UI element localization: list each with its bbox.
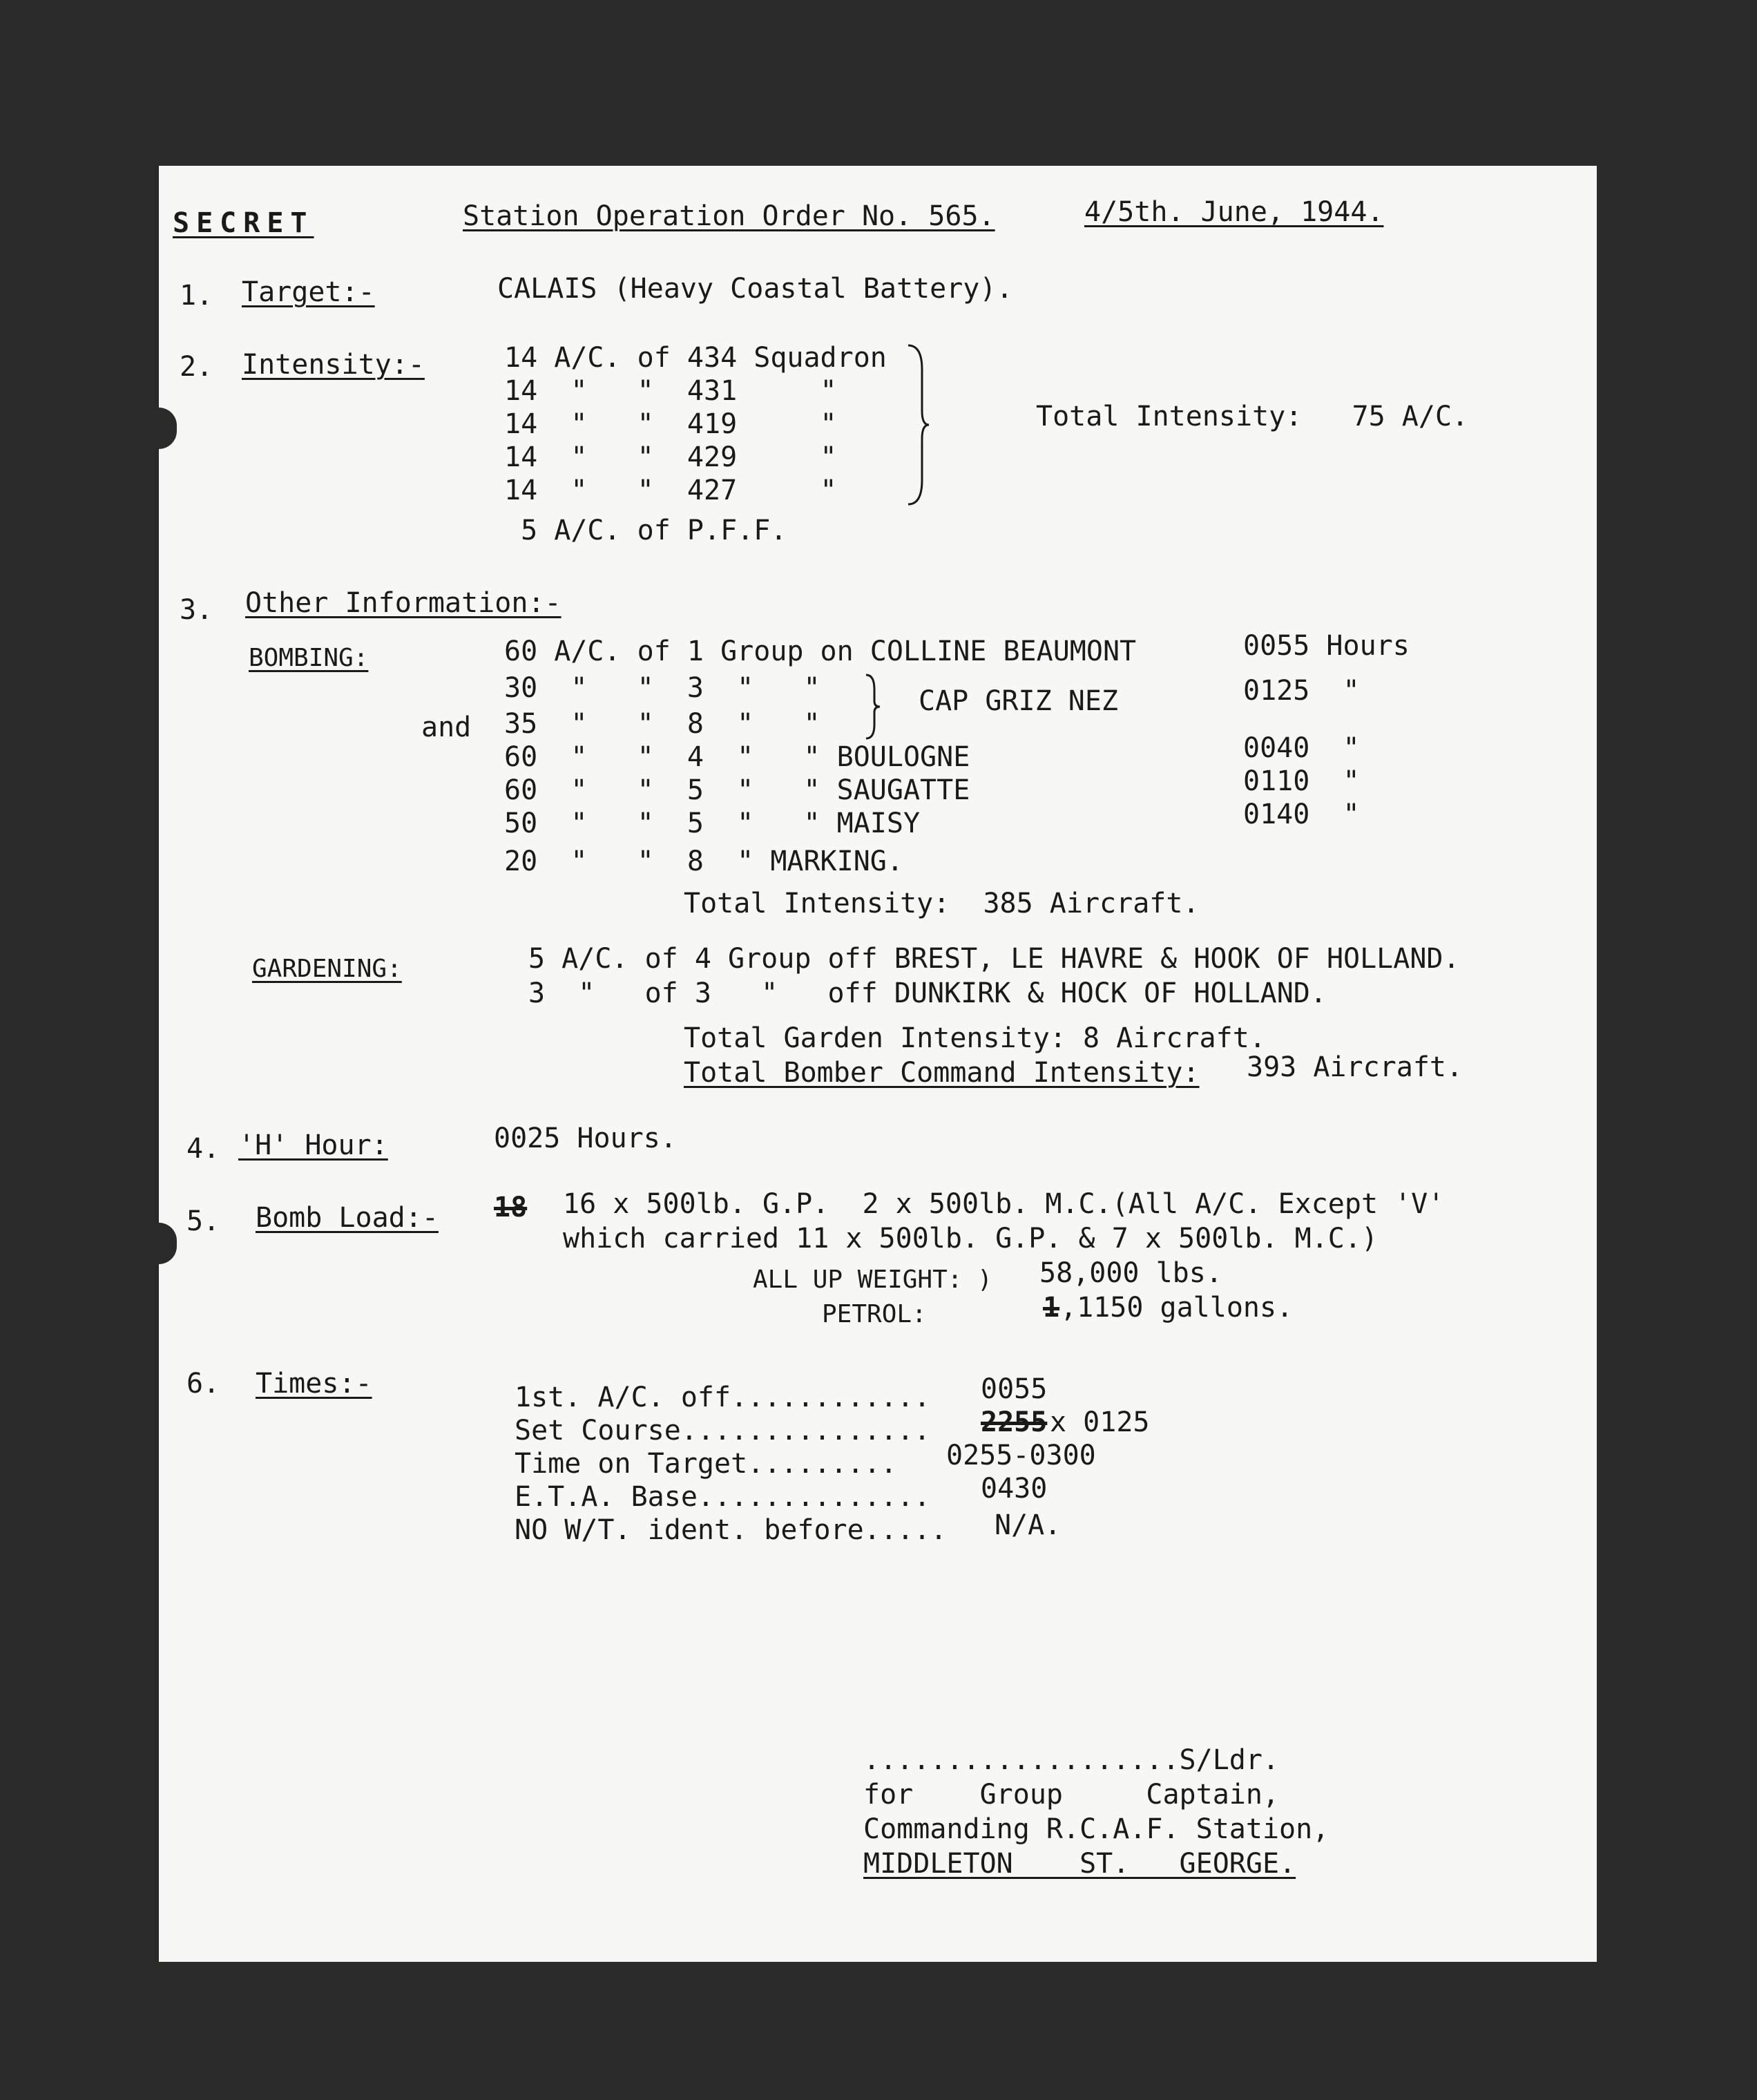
bombing-total: Total Intensity: 385 Aircraft. (684, 888, 1200, 919)
petrol-label: PETROL: (822, 1300, 927, 1328)
bombing-row: 20 " " 8 " MARKING. (504, 846, 903, 877)
target-value: CALAIS (Heavy Coastal Battery). (497, 273, 1013, 305)
cap-griz-nez: CAP GRIZ NEZ (919, 685, 1118, 717)
intensity-row: 14 A/C. of 434 Squadron (504, 342, 887, 374)
signature-line: ...................S/Ldr. (863, 1744, 1280, 1776)
all-up-weight-label: ALL UP WEIGHT: ) (753, 1266, 992, 1294)
bombing-time: 0140 " (1243, 799, 1360, 830)
signature-line: for Group Captain, (863, 1779, 1280, 1811)
h-hour-label: 'H' Hour: (238, 1129, 388, 1161)
bomb-load-label: Bomb Load:- (256, 1202, 439, 1234)
punch-hole (159, 408, 177, 449)
garden-total: Total Garden Intensity: 8 Aircraft. (684, 1022, 1266, 1054)
struck-value: 1 (1043, 1292, 1060, 1324)
signature-line: MIDDLETON ST. GEORGE. (863, 1848, 1296, 1880)
gardening-label: GARDENING: (252, 955, 402, 983)
bombing-label: BOMBING: (249, 644, 369, 672)
signature-line: Commanding R.C.A.F. Station, (863, 1813, 1329, 1845)
section-number: 2. (180, 351, 213, 383)
times-row-label: NO W/T. ident. before..... (515, 1514, 948, 1546)
bombing-row: 60 " " 4 " " BOULOGNE (504, 741, 970, 773)
times-row-label: 1st. A/C. off............ (515, 1382, 931, 1413)
times-label: Times:- (256, 1368, 372, 1400)
document-page (159, 166, 1597, 1962)
intensity-row: 5 A/C. of P.F.F. (504, 515, 787, 546)
section-number: 1. (180, 280, 213, 312)
intensity-row: 14 " " 431 " (504, 375, 837, 407)
h-hour-value: 0025 Hours. (494, 1123, 677, 1154)
order-title: Station Operation Order No. 565. (463, 200, 995, 232)
struck-value: 2255 (981, 1406, 1048, 1438)
bombing-time: 0040 " (1243, 732, 1360, 764)
bomber-total-value: 393 Aircraft. (1247, 1051, 1463, 1083)
gardening-row: 5 A/C. of 4 Group off BREST, LE HAVRE & HOOK OF HOLLAND. (528, 943, 1460, 975)
bomb-load-line: 16 x 500lb. G.P. 2 x 500lb. M.C.(All A/C. Except 'V' (563, 1188, 1445, 1220)
bracket-brace (863, 672, 884, 741)
bombing-time: 0110 " (1243, 765, 1360, 797)
other-info-label: Other Information:- (245, 587, 561, 619)
all-up-weight-value: 58,000 lbs. (1039, 1257, 1222, 1289)
section-number: 6. (186, 1368, 220, 1400)
bombing-row: 30 " " 3 " " (504, 672, 820, 704)
bombing-row: 60 A/C. of 1 Group on COLLINE BEAUMONT (504, 636, 1137, 667)
times-row-value: N/A. (995, 1509, 1062, 1541)
intensity-row: 14 " " 419 " (504, 408, 837, 440)
times-row-label: E.T.A. Base.............. (515, 1481, 931, 1513)
classification-label: SECRET (173, 207, 314, 239)
intensity-label: Intensity:- (242, 349, 425, 381)
struck-value: 18 (494, 1192, 528, 1223)
order-date: 4/5th. June, 1944. (1084, 196, 1384, 228)
gardening-row: 3 " of 3 " off DUNKIRK & HOCK OF HOLLAND. (528, 977, 1327, 1009)
bomb-load-line: which carried 11 x 500lb. G.P. & 7 x 500lb. M.C.) (563, 1223, 1379, 1254)
section-number: 4. (186, 1133, 220, 1165)
bracket-brace (905, 342, 932, 508)
times-row-value: 0255-0300 (946, 1440, 1096, 1471)
target-label: Target:- (242, 276, 375, 308)
intensity-row: 14 " " 427 " (504, 475, 837, 506)
bombing-time: 0055 Hours (1243, 630, 1410, 662)
times-row-value: x 0125 (1050, 1406, 1150, 1438)
bombing-row: 60 " " 5 " " SAUGATTE (504, 774, 970, 806)
times-row-value: 0055 (981, 1373, 1048, 1405)
times-row-value: 0430 (981, 1473, 1048, 1505)
total-intensity: Total Intensity: 75 A/C. (1036, 401, 1469, 432)
bombing-time: 0125 " (1243, 675, 1360, 707)
bomber-total-label: Total Bomber Command Intensity: (684, 1057, 1200, 1089)
times-row-label: Set Course............... (515, 1415, 931, 1447)
times-row-label: Time on Target......... (515, 1448, 897, 1480)
and-label: and (421, 712, 472, 743)
bombing-row: 35 " " 8 " " (504, 708, 820, 740)
petrol-value: ,1150 gallons. (1060, 1292, 1294, 1324)
intensity-row: 14 " " 429 " (504, 441, 837, 473)
section-number: 3. (180, 594, 213, 626)
bombing-row: 50 " " 5 " " MAISY (504, 808, 921, 839)
section-number: 5. (186, 1205, 220, 1237)
punch-hole (159, 1223, 177, 1264)
